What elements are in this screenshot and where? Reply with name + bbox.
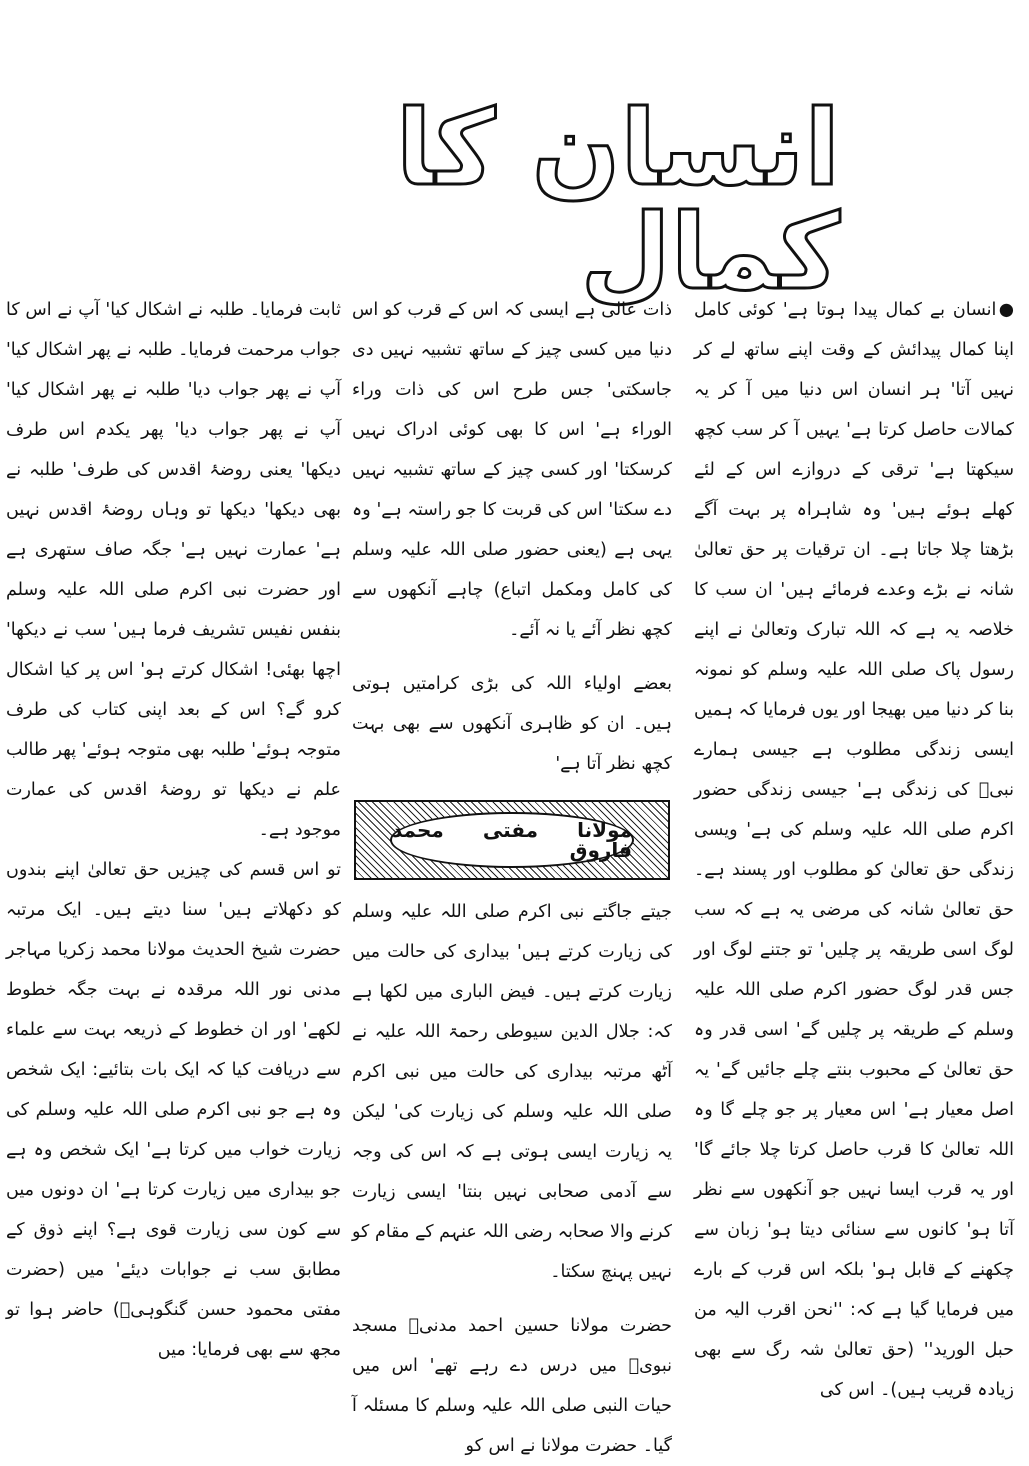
author-box: [354, 800, 670, 880]
column-right: [694, 290, 1014, 1400]
paragraph: ●انسان بے کمال پیدا ہوتا ہے' کوئی کامل اپنا کمال پیدائش کے وقت اپنے ساتھ لے کر نہیں آتا' ہر انسان اس دنیا میں آ کر یہ کمالات حاصل کرتا ہے' یہیں آ کر سب کچھ سیکھتا ہے' ترقی کے دروازے اس کے لئے کھلے ہوئے ہیں' وہ شاہراہ پر بہت آگے بڑھتا چلا جاتا ہے۔ ان ترقیات پر حق تعالیٰ شانہ نے بڑے وعدے فرمائے ہیں' ان سب کا خلاصہ یہ ہے کہ اللہ تبارک وتعالیٰ نے اپنے رسول پاک صلی اللہ علیہ وسلم کو نمونہ بنا کر دنیا میں بھیجا اور یوں فرمایا کہ ہمیں ایسی زندگی مطلوب ہے جیسی ہمارے نبیؐ کی زندگی ہے' جیسی زندگی حضور اکرم صلی اللہ علیہ وسلم کی ہے' ویسی زندگی حق تعالیٰ کو مطلوب اور پسند ہے۔ حق تعالیٰ شانہ کی مرضی یہ ہے کہ سب لوگ اسی طریقہ پر چلیں' تو جتنے لوگ اور جس قدر لوگ حضور اکرم صلی اللہ علیہ وسلم کے طریقہ پر چلیں گے' اسی قدر وہ حق تعالیٰ کے محبوب بنتے چلے جائیں گے' یہ اصل معیار ہے' اس معیار پر جو چلے گا وہ اللہ تعالیٰ کا قرب حاصل کرتا چلا جائے گا' اور یہ قرب ایسا نہیں جو آنکھوں سے نظر آتا ہو' کانوں سے سنائی دیتا ہو' زبان سے چکھنے کے قابل ہو' بلکہ اس قرب کے بارے میں فرمایا گیا ہے کہ: ''نحن اقرب الیہ من حبل الورید'' (حق تعالیٰ شہ رگ سے بھی زیادہ قریب ہیں)۔ اس کی: [694, 300, 1014, 1400]
column-middle: [352, 290, 672, 1456]
article-title: انسان کا کمال: [395, 87, 840, 313]
paragraph: ذات عالی ہے ایسی کہ اس کے قرب کو اس دنیا میں کسی چیز کے ساتھ تشبیہ نہیں دی جاسکتی' جس طرح اس کی ذات وراء الوراء ہے' اس کا بھی کوئی ادراک نہیں کرسکتا' اور کسی چیز کے ساتھ تشبیہ نہیں دے سکتا' اس کی قربت کا جو راستہ ہے' وہ یہی ہے (یعنی حضور صلی اللہ علیہ وسلم کی کامل ومکمل اتباع) چاہے آنکھوں سے کچھ نظر آئے یا نہ آئے۔: [352, 300, 672, 640]
spacer: [352, 1292, 672, 1306]
author-name: مولانا مفتی محمد فاروق: [390, 812, 634, 868]
paragraph: تو اس قسم کی چیزیں حق تعالیٰ اپنے بندوں کو دکھلاتے ہیں' سنا دیتے ہیں۔ ایک مرتبہ حضرت شیخ الحدیث مولانا محمد زکریا مہاجر مدنی نور اللہ مرقدہ نے بہت جگہ خطوط لکھے' اور ان خطوط کے ذریعہ بہت سے علماء سے دریافت کیا کہ ایک بات بتائیے: ایک شخص وہ ہے جو نبی اکرم صلی اللہ علیہ وسلم کی زیارت خواب میں کرتا ہے' ایک شخص وہ ہے جو بیداری میں زیارت کرتا ہے' ان دونوں میں سے کون سی زیارت قوی ہے؟ اپنے ذوق کے مطابق سب نے جوابات دیئے' میں (حضرت مفتی محمود حسن گنگوہیؒ) حاضر ہوا تو مجھ سے بھی فرمایا: میں: [6, 860, 341, 1360]
paragraph: جیتے جاگتے نبی اکرم صلی اللہ علیہ وسلم کی زیارت کرتے ہیں' بیداری کی حالت میں زیارت کرتے ہیں۔ فیض الباری میں لکھا ہے کہ: جلال الدین سیوطی رحمۃ اللہ علیہ نے آٹھ مرتبہ بیداری کی حالت میں نبی اکرم صلی اللہ علیہ وسلم کی زیارت کی' لیکن یہ زیارت ایسی ہوتی ہے کہ اس کی وجہ سے آدمی صحابی نہیں بنتا' ایسی زیارت کرنے والا صحابہ رضی اللہ عنہم کے مقام کو نہیں پہنچ سکتا۔: [352, 902, 672, 1282]
spacer: [352, 650, 672, 664]
paragraph: بعضے اولیاء اللہ کی بڑی کرامتیں ہوتی ہیں۔ ان کو ظاہری آنکھوں سے بھی بہت کچھ نظر آتا ہے': [352, 674, 672, 774]
column-left: [6, 290, 341, 1360]
paragraph: حضرت مولانا حسین احمد مدنیؒ مسجد نبویؐ میں درس دے رہے تھے' اس میں حیات النبی صلی اللہ علیہ وسلم کا مسئلہ آ گیا۔ حضرت مولانا نے اس کو: [352, 1316, 672, 1456]
paragraph: ثابت فرمایا۔ طلبہ نے اشکال کیا' آپ نے اس کا جواب مرحمت فرمایا۔ طلبہ نے پھر اشکال کیا' آپ نے پھر جواب دیا' طلبہ نے پھر اشکال کیا' آپ نے پھر جواب دیا' پھر یکدم اس طرف دیکھا' یعنی روضۂ اقدس کی طرف' طلبہ نے بھی دیکھا' دیکھا تو وہاں روضۂ اقدس نہیں ہے' عمارت نہیں ہے' جگہ صاف ستھری ہے اور حضرت نبی اکرم صلی اللہ علیہ وسلم بنفس نفیس تشریف فرما ہیں' سب نے دیکھا' اچھا بھئی! اشکال کرتے ہو' اس پر کیا اشکال کرو گے؟ اس کے بعد اپنی کتاب کی طرف متوجہ ہوئے' طلبہ بھی متوجہ ہوئے' پھر طالب علم نے دیکھا تو روضۂ اقدس کی عمارت موجود ہے۔: [6, 300, 341, 840]
